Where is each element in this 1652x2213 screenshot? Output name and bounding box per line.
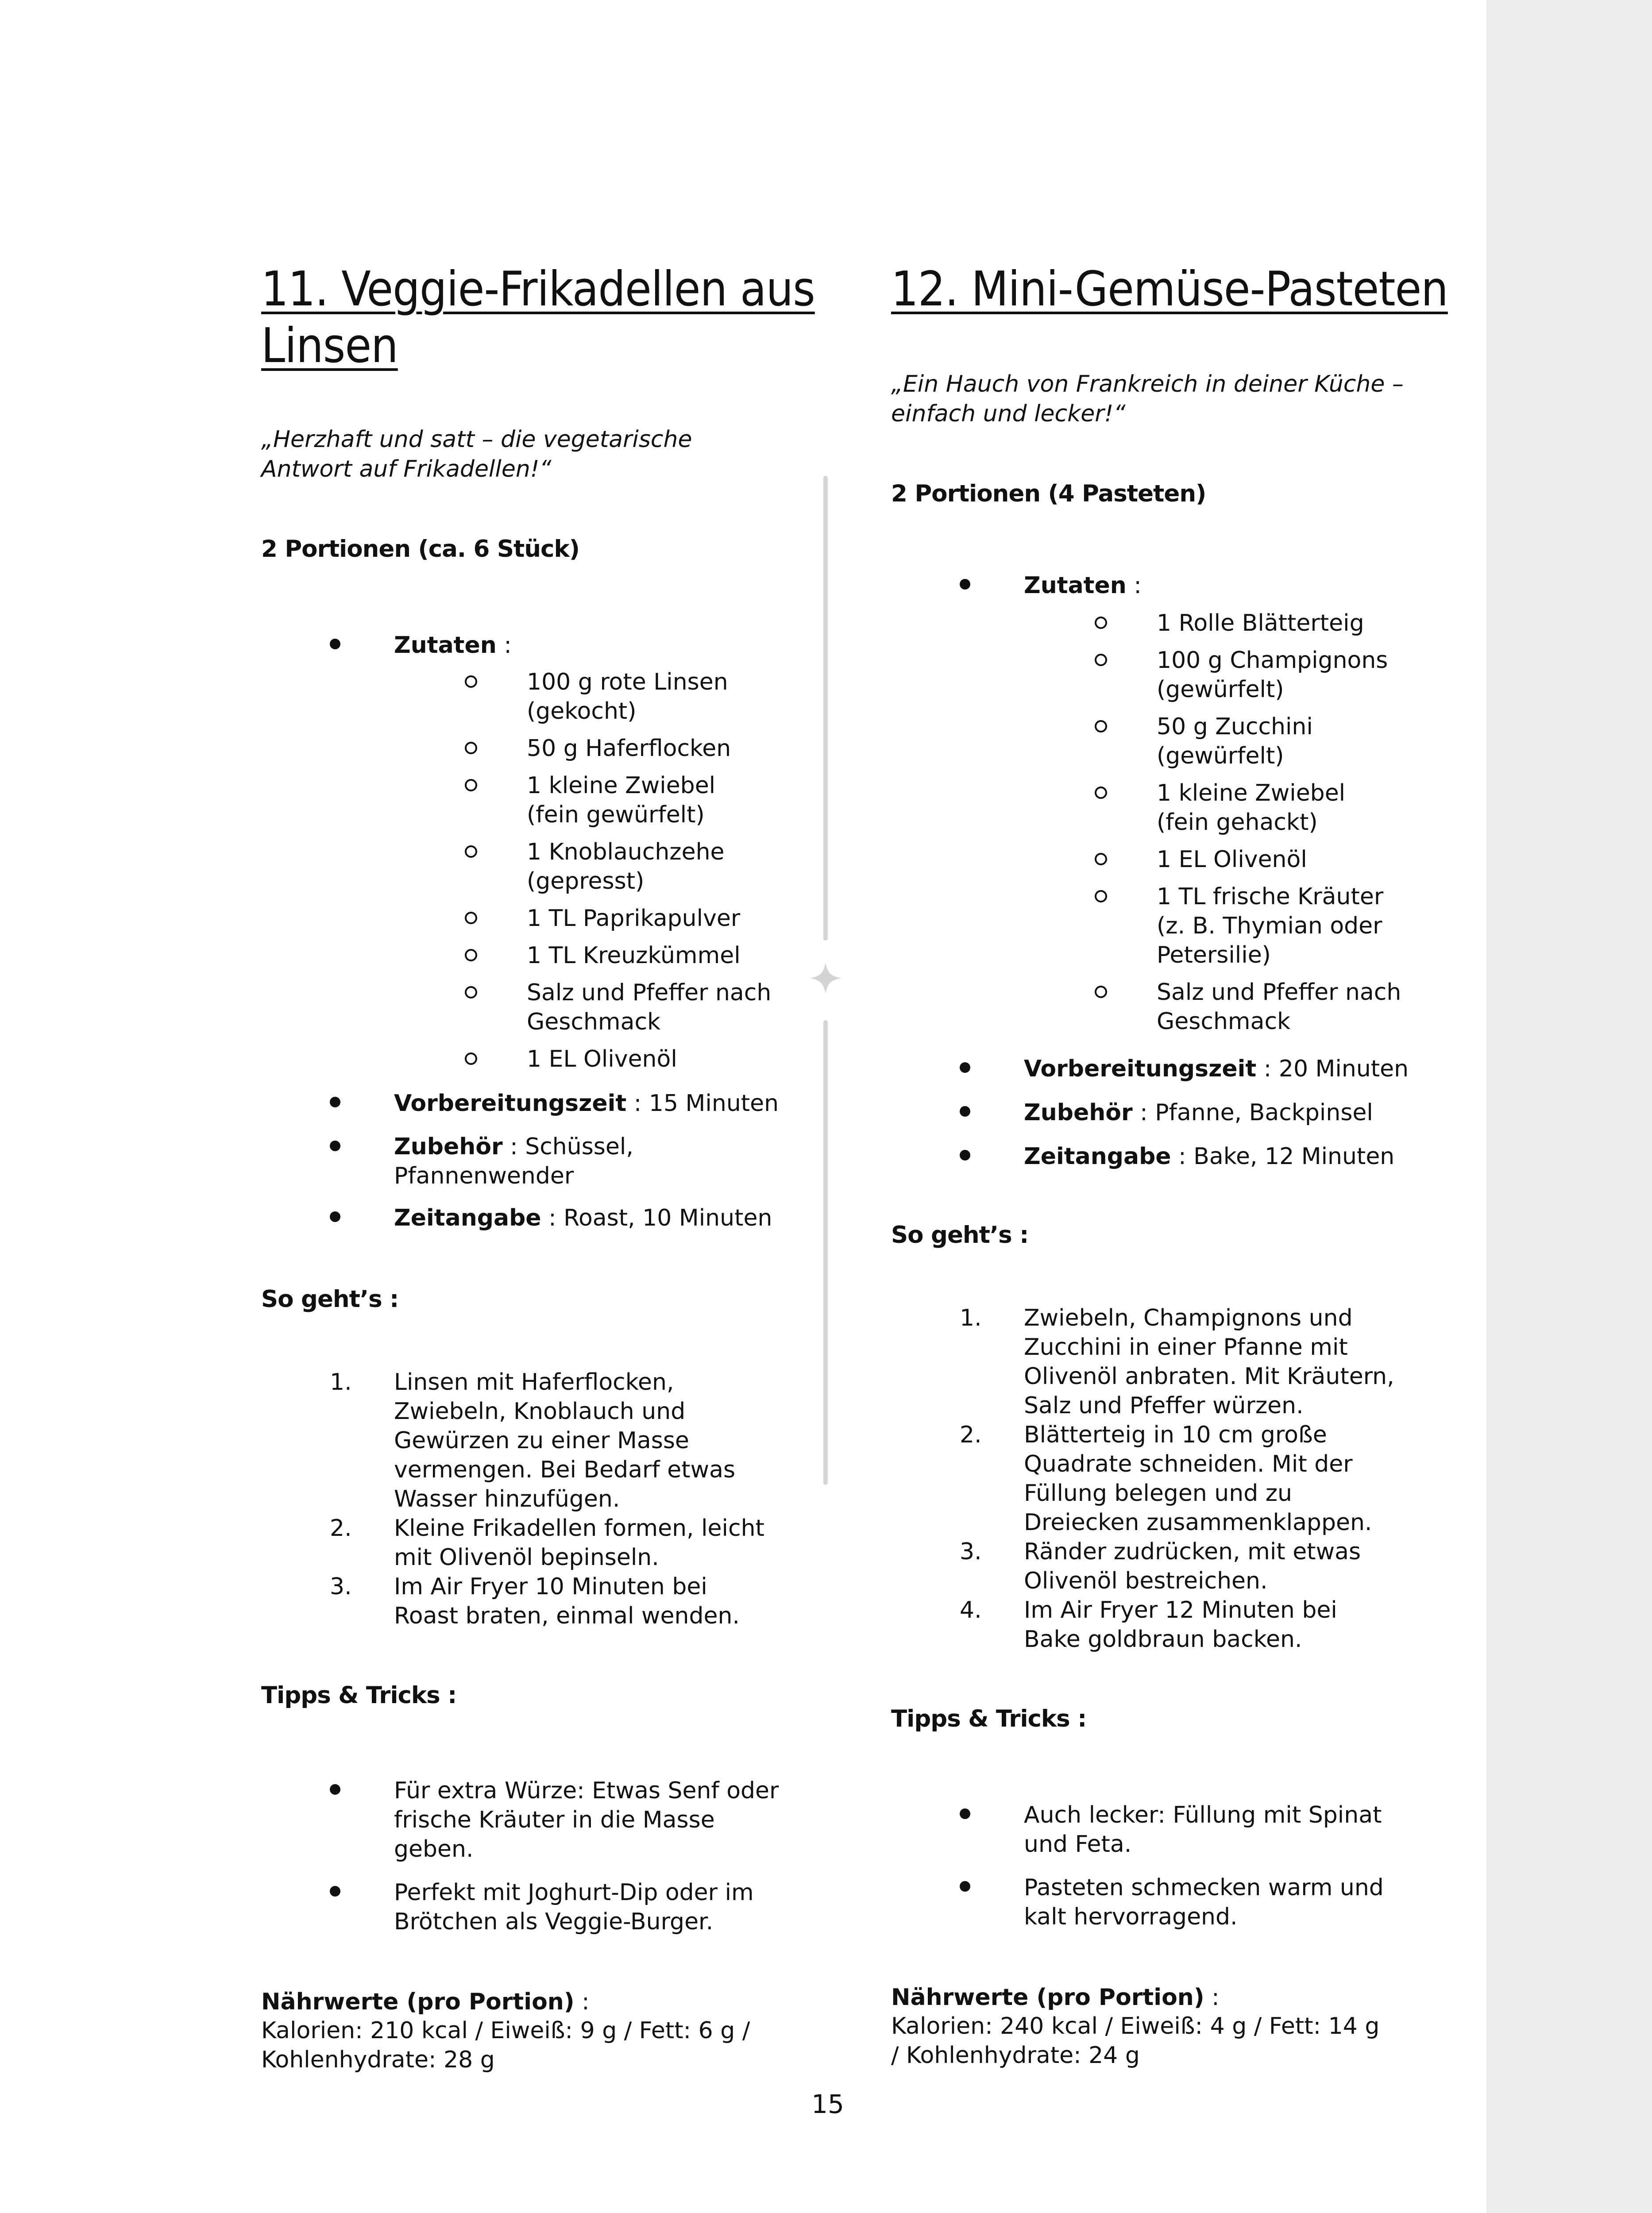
step-number: 4.: [960, 1597, 982, 1623]
step-number: 1.: [330, 1369, 352, 1396]
zutaten-heading: Zutaten :: [1024, 572, 1142, 599]
tip-item: Für extra Würze: Etwas Senf oder frische Kräuter in die Masse geben.: [394, 1777, 779, 1862]
tip-item: Pasteten schmecken warm und kalt hervorragend.: [1024, 1874, 1384, 1930]
ingredient-item: 50 g Zucchini (gewürfelt): [1157, 713, 1313, 769]
circle-bullet-icon: [465, 912, 477, 924]
step-item: Zwiebeln, Champignons und Zucchini in einer Pfanne mit Olivenöl anbraten. Mit Kräutern, Salz und Pfeffer würzen.: [1024, 1305, 1394, 1419]
bullet-icon: [960, 1106, 970, 1117]
circle-bullet-icon: [465, 986, 477, 999]
prep-time: Vorbereitungszeit : 15 Minuten: [394, 1090, 779, 1117]
circle-bullet-icon: [465, 1053, 477, 1065]
circle-bullet-icon: [1095, 986, 1107, 998]
page-number: 15: [811, 2089, 844, 2119]
title-line: Linsen: [261, 318, 398, 374]
step-item: Im Air Fryer 10 Minuten bei Roast braten, einmal wenden.: [394, 1573, 740, 1629]
ingredient-item: 100 g rote Linsen (gekocht): [527, 669, 728, 725]
time-setting: Zeitangabe : Roast, 10 Minuten: [394, 1205, 772, 1231]
step-item: Im Air Fryer 12 Minuten bei Bake goldbraun backen.: [1024, 1597, 1337, 1653]
tip-item: Perfekt mit Joghurt-Dip oder im Brötchen als Veggie-Burger.: [394, 1879, 754, 1935]
ingredient-item: 1 TL frische Kräuter (z. B. Thymian oder Petersilie): [1157, 883, 1384, 968]
nutrition-heading: Nährwerte (pro Portion) :: [261, 1989, 590, 2015]
column-divider-bottom: [823, 1020, 828, 1485]
ingredient-item: Salz und Pfeffer nach Geschmack: [527, 979, 772, 1035]
equipment: Zubehör : Pfanne, Backpinsel: [1024, 1099, 1373, 1126]
ingredient-item: 1 EL Olivenöl: [1157, 846, 1307, 873]
bullet-icon: [330, 1886, 340, 1897]
ingredient-item: 1 TL Kreuzkümmel: [527, 942, 741, 969]
ingredient-item: Salz und Pfeffer nach Geschmack: [1157, 979, 1401, 1035]
step-number: 2.: [960, 1422, 982, 1448]
bullet-icon: [330, 1211, 340, 1222]
circle-bullet-icon: [465, 949, 477, 961]
circle-bullet-icon: [1095, 853, 1107, 865]
bullet-icon: [330, 639, 340, 649]
circle-bullet-icon: [1095, 654, 1107, 666]
ingredient-item: 1 Rolle Blätterteig: [1157, 610, 1364, 636]
circle-bullet-icon: [465, 742, 477, 754]
ingredient-item: 50 g Haferflocken: [527, 735, 731, 762]
sparkle-divider-icon: [808, 960, 843, 996]
circle-bullet-icon: [1095, 617, 1107, 629]
portions: 2 Portionen (ca. 6 Stück): [261, 536, 579, 563]
recipe-title: 12. Mini-Gemüse-Pasteten: [891, 262, 1448, 317]
steps-heading: So geht’s :: [261, 1286, 399, 1313]
zutaten-heading: Zutaten :: [394, 632, 512, 659]
bullet-icon: [960, 1881, 970, 1892]
nutrition-values: Kalorien: 240 kcal / Eiweiß: 4 g / Fett: 14 g / Kohlenhydrate: 24 g: [891, 2013, 1380, 2069]
page-margin: [1486, 0, 1652, 2213]
prep-time: Vorbereitungszeit : 20 Minuten: [1024, 1056, 1409, 1082]
bullet-icon: [960, 1062, 970, 1073]
steps-heading: So geht’s :: [891, 1222, 1029, 1249]
bullet-icon: [330, 1141, 340, 1151]
portions: 2 Portionen (4 Pasteten): [891, 480, 1206, 507]
step-number: 3.: [330, 1573, 352, 1600]
circle-bullet-icon: [465, 779, 477, 791]
equipment: Zubehör : Schüssel, Pfannenwender: [394, 1133, 633, 1189]
tips-heading: Tipps & Tricks :: [891, 1705, 1087, 1732]
tip-item: Auch lecker: Füllung mit Spinat und Feta.: [1024, 1802, 1382, 1858]
recipe-title: [261, 261, 837, 374]
ingredient-item: 1 Knoblauchzehe (gepresst): [527, 839, 725, 894]
bullet-icon: [960, 1808, 970, 1819]
circle-bullet-icon: [1095, 720, 1107, 733]
circle-bullet-icon: [1095, 890, 1107, 902]
circle-bullet-icon: [465, 845, 477, 858]
bullet-icon: [330, 1784, 340, 1795]
step-item: Linsen mit Haferflocken, Zwiebeln, Knoblauch und Gewürzen zu einer Masse vermengen. Bei Bedarf etwas Wasser hinzufügen.: [394, 1369, 736, 1512]
ingredient-item: 1 EL Olivenöl: [527, 1046, 677, 1072]
recipe-subtitle: „Ein Hauch von Frankreich in deiner Küche – einfach und lecker!“: [891, 371, 1404, 427]
bullet-icon: [960, 1150, 970, 1160]
step-number: 3.: [960, 1538, 982, 1565]
step-item: Blätterteig in 10 cm große Quadrate schneiden. Mit der Füllung belegen und zu Dreiecken zusammenklappen.: [1024, 1422, 1372, 1536]
ingredient-item: 1 kleine Zwiebel (fein gehackt): [1157, 780, 1346, 836]
tips-heading: Tipps & Tricks :: [261, 1682, 457, 1709]
column-divider-top: [823, 476, 828, 941]
ingredient-item: 1 kleine Zwiebel (fein gewürfelt): [527, 772, 716, 828]
step-item: Ränder zudrücken, mit etwas Olivenöl bestreichen.: [1024, 1538, 1361, 1594]
nutrition-values: Kalorien: 210 kcal / Eiweiß: 9 g / Fett: 6 g / Kohlenhydrate: 28 g: [261, 2017, 750, 2073]
bullet-icon: [960, 579, 970, 590]
nutrition-heading: Nährwerte (pro Portion) :: [891, 1984, 1220, 2011]
ingredient-item: 100 g Champignons (gewürfelt): [1157, 647, 1388, 703]
time-setting: Zeitangabe : Bake, 12 Minuten: [1024, 1143, 1395, 1170]
step-number: 2.: [330, 1515, 352, 1542]
step-item: Kleine Frikadellen formen, leicht mit Olivenöl bepinseln.: [394, 1515, 764, 1571]
ingredient-item: 1 TL Paprikapulver: [527, 905, 741, 932]
title-line: 11. Veggie-Frikadellen aus: [261, 262, 815, 317]
circle-bullet-icon: [465, 675, 477, 688]
recipe-subtitle: „Herzhaft und satt – die vegetarische Antwort auf Frikadellen!“: [261, 426, 692, 482]
bullet-icon: [330, 1097, 340, 1107]
step-number: 1.: [960, 1305, 982, 1331]
circle-bullet-icon: [1095, 787, 1107, 799]
